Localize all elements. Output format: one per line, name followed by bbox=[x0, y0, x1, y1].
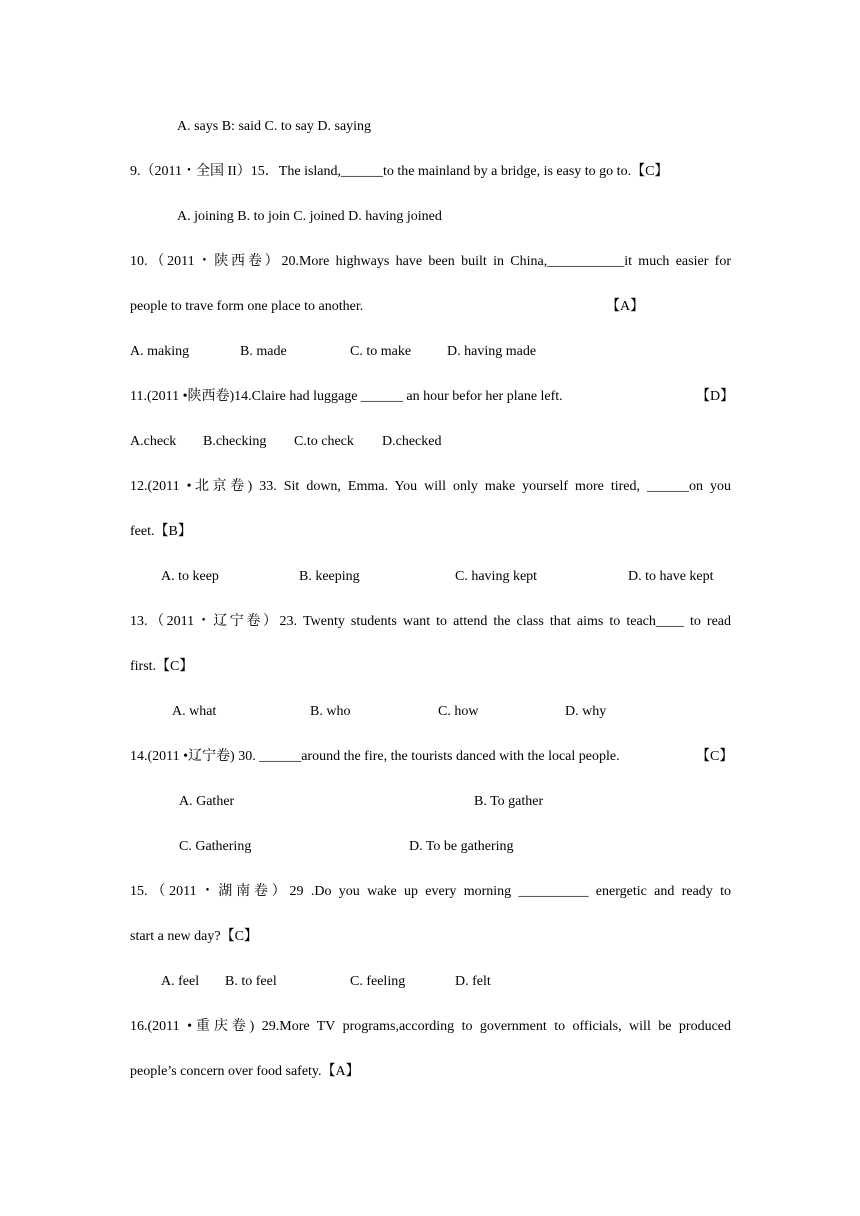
q12-stem-line1: 12.(2011 •北京卷) 33. Sit down, Emma. You will only make yourself more tired, ______on you bbox=[130, 479, 731, 494]
q15-option-d: D. felt bbox=[455, 974, 491, 989]
q9-stem: 9.（2011・全国 II）15．The island,______to the mainland by a bridge, is easy to go to.【C】 bbox=[130, 164, 669, 179]
q9-options: A. joining B. to join C. joined D. having joined bbox=[177, 209, 442, 224]
q10-answer: 【A】 bbox=[606, 299, 645, 314]
q14-option-b: B. To gather bbox=[474, 794, 544, 809]
q11-answer: 【D】 bbox=[696, 389, 735, 404]
q11-option-c: C.to check bbox=[294, 434, 354, 449]
q11-option-a: A.check bbox=[130, 434, 177, 449]
q11-option-b: B.checking bbox=[203, 434, 267, 449]
q15-option-c: C. feeling bbox=[350, 974, 406, 989]
q15-option-a: A. feel bbox=[161, 974, 200, 989]
q10-option-c: C. to make bbox=[350, 344, 412, 359]
q11-option-d: D.checked bbox=[382, 434, 442, 449]
q13-stem-line1: 13.（2011・辽宁卷）23. Twenty students want to attend the class that aims to teach____ to read bbox=[130, 614, 731, 629]
q13-stem-line2: first.【C】 bbox=[130, 659, 194, 674]
q10-option-a: A. making bbox=[130, 344, 190, 359]
q12-option-b: B. keeping bbox=[299, 569, 360, 584]
q16-stem-line2: people’s concern over food safety.【A】 bbox=[130, 1064, 360, 1079]
q13-option-d: D. why bbox=[565, 704, 607, 719]
q16-stem-line1: 16.(2011 •重庆卷) 29.More TV programs,according to government to officials, will be produced bbox=[130, 1019, 731, 1034]
q10-stem-line1: 10.（2011・陕西卷）20.More highways have been built in China,___________it much easier for bbox=[130, 254, 731, 269]
q15-option-b: B. to feel bbox=[225, 974, 277, 989]
q15-stem-line2: start a new day?【C】 bbox=[130, 929, 258, 944]
q12-stem-line2: feet.【B】 bbox=[130, 524, 192, 539]
q14-stem: 14.(2011 •辽宁卷) 30. ______around the fire, the tourists danced with the local people. bbox=[130, 749, 620, 764]
q11-stem: 11.(2011 •陕西卷)14.Claire had luggage ______ an hour befor her plane left. bbox=[130, 389, 563, 404]
q12-option-d: D. to have kept bbox=[628, 569, 714, 584]
q13-option-b: B. who bbox=[310, 704, 351, 719]
q14-option-d: D. To be gathering bbox=[409, 839, 514, 854]
q15-stem-line1: 15.（2011・湖南卷）29 .Do you wake up every morning __________ energetic and ready to bbox=[130, 884, 731, 899]
q13-option-c: C. how bbox=[438, 704, 479, 719]
q14-answer: 【C】 bbox=[696, 749, 734, 764]
q13-option-a: A. what bbox=[172, 704, 217, 719]
q12-option-a: A. to keep bbox=[161, 569, 219, 584]
q10-stem-line2: people to trave form one place to another. bbox=[130, 299, 364, 314]
q14-option-a: A. Gather bbox=[179, 794, 235, 809]
q10-option-d: D. having made bbox=[447, 344, 537, 359]
q10-option-b: B. made bbox=[240, 344, 287, 359]
q12-option-c: C. having kept bbox=[455, 569, 538, 584]
q8-options: A. says B: said C. to say D. saying bbox=[177, 119, 372, 134]
q14-option-c: C. Gathering bbox=[179, 839, 252, 854]
